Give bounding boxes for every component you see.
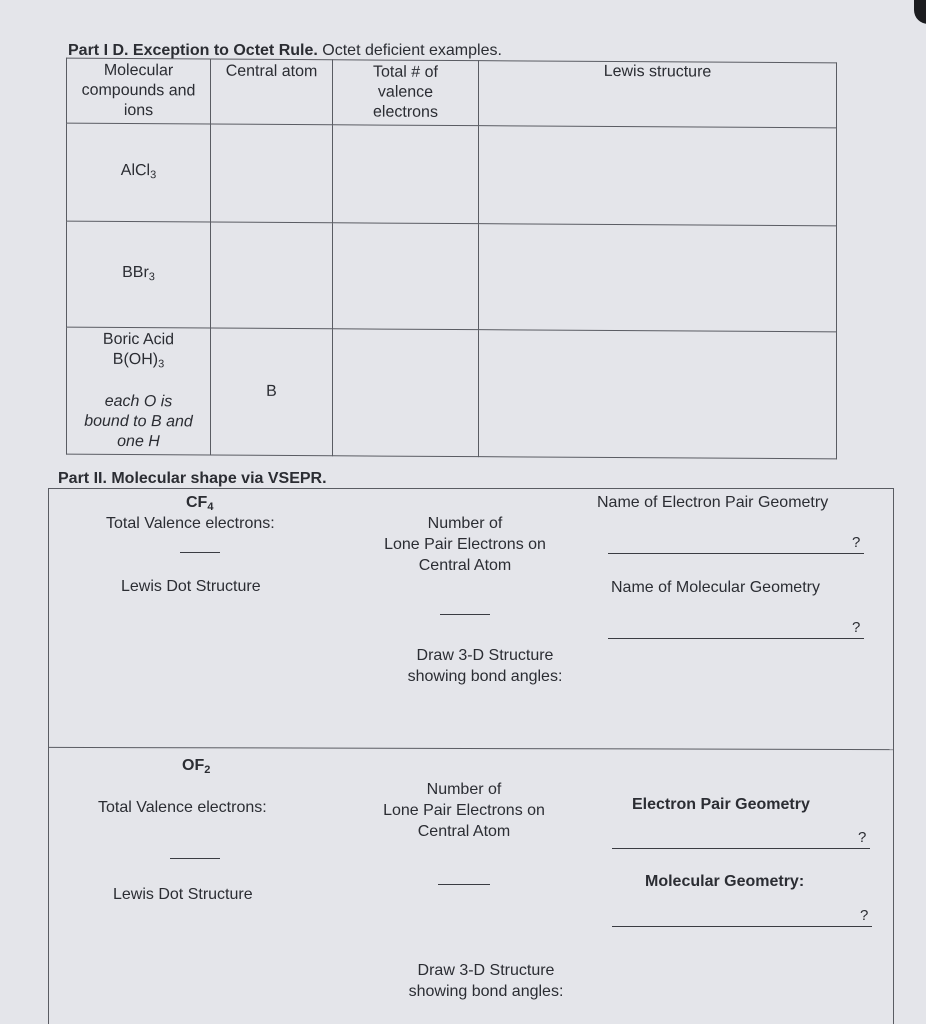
of2-lone-pair-blank[interactable] [438,884,490,885]
cf4-lone-pair-label: Number of Lone Pair Electrons on Central Atom [384,515,546,574]
header-molecular: Molecular compounds and ions [67,58,211,124]
cf4-formula: $CF_4$ [186,494,214,513]
central-atom-cell[interactable] [211,124,333,223]
of2-mg-answer-line[interactable] [612,926,872,927]
formula-boric-acid: Boric Acid $B(OH)_3$ each O is bound to B and one H [67,327,211,455]
cf4-valence-blank[interactable] [180,552,220,553]
valence-cell[interactable] [333,329,479,457]
lewis-cell[interactable] [479,330,837,459]
of2-epg-answer: ? [858,829,867,846]
table-row [67,221,837,332]
part2-title: Part II. Molecular shape via VSEPR. [58,470,327,487]
octet-table [66,58,837,460]
lewis-cell[interactable] [479,126,837,226]
table-row [67,123,837,226]
header-valence: Total # of valence electrons [333,60,479,126]
header-lewis: Lewis structure [479,61,837,128]
cf4-epg-answer-line[interactable] [608,553,864,554]
of2-formula: $OF_2$ [182,757,211,776]
part1-title: Part I D. Exception to Octet Rule. Octet deficient examples. [68,42,502,59]
of2-mg-answer: ? [860,907,869,924]
corner-shadow [914,0,926,24]
cf4-mg-answer: ? [852,619,861,636]
formula-bbr3: BBr$_3$ [67,221,211,328]
lewis-cell[interactable] [479,224,837,332]
of2-epg-answer-line[interactable] [612,848,870,849]
valence-cell[interactable] [333,223,479,330]
formula-alcl3: AlCl$_3$ [67,123,211,222]
of2-epg-label: Electron Pair Geometry [632,796,810,813]
of2-mg-label: Molecular Geometry: [645,873,805,890]
of2-lewis-dot-label: Lewis Dot Structure [113,886,253,903]
table-header-row [67,58,837,128]
of2-valence-blank[interactable] [170,858,220,859]
cf4-mg-answer-line[interactable] [608,638,864,639]
cf4-total-valence-label: Total Valence electrons: [106,515,275,532]
central-atom-cell[interactable]: B [211,328,333,456]
of2-lone-pair-label: Number of Lone Pair Electrons on Central Atom [383,781,545,840]
of2-draw3d-label: Draw 3-D Structure showing bond angles: [408,962,564,1000]
central-atom-cell[interactable] [211,222,333,329]
cf4-epg-answer: ? [852,534,861,551]
table-row [67,327,837,459]
header-central-atom: Central atom [211,59,333,125]
valence-cell[interactable] [333,125,479,224]
cf4-lewis-dot-label: Lewis Dot Structure [121,578,261,595]
cf4-mg-label: Name of Molecular Geometry [611,579,820,596]
cf4-draw3d-label: Draw 3-D Structure showing bond angles: [407,647,563,685]
of2-total-valence-label: Total Valence electrons: [98,799,267,816]
cf4-lone-pair-blank[interactable] [440,614,490,615]
cf4-epg-label: Name of Electron Pair Geometry [597,494,829,511]
